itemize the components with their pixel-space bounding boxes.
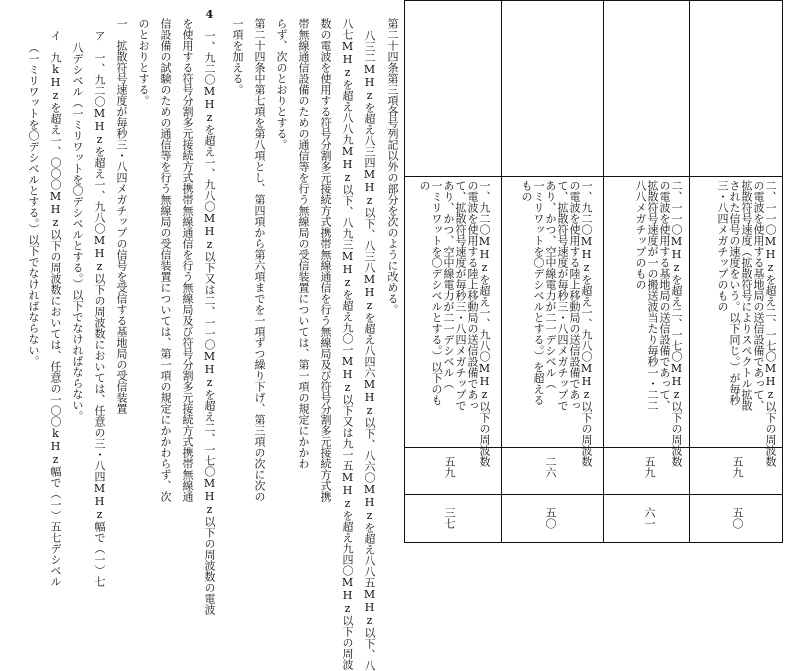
spec-table	[404, 0, 783, 543]
table-column-divider	[689, 1, 690, 542]
body-paragraph-16: （一ミリワットを〇デシベルとする。）以下でなければならない。	[27, 42, 40, 367]
table-column-divider	[501, 1, 502, 542]
body-paragraph-7: 一項を加える。	[231, 18, 244, 95]
body-paragraph-3: 数の電波を使用する符号分割多元接続方式携帯無線通信を行う無線局及び符号分割多元接続方式携	[319, 18, 332, 502]
table-cell-desc-1: 二、一一〇MHzを超え二、一七〇MHz以下の周波数 の電波を使用する基地局の送信設備であって、 拡散符号速度（拡散符号によりスペクトル拡散 された信号の速度をいう。以下同じ。）が毎秒 三・八四メガチップのもの	[716, 180, 777, 467]
body-heading: 第二十四条第三項各号列記以外の部分を次のように改める。	[386, 18, 399, 315]
table-cell-value: 五九	[643, 456, 656, 478]
body-paragraph-4: 帯無線通信設備のための通信等を行う無線局の受信装置については、第一項の規定にかかわ	[297, 18, 310, 469]
table-cell-value: 五〇	[544, 507, 557, 529]
table-cell-value: 六一	[643, 507, 656, 529]
body-paragraph-14: 八デシベル（一ミリワットを〇デシベルとする。）以下でなければならない。	[71, 42, 84, 422]
table-header-top-border	[405, 176, 782, 177]
table-cell-value: 五九	[443, 456, 456, 478]
table-cell-value: 二六	[544, 456, 557, 478]
body-paragraph-9: を使用する符号分割多元接続方式携帯無線通信を行う無線局及び符号分割多元接続方式携帯無線通	[181, 18, 194, 502]
body-paragraph-12: 一 拡散符号速度が毎秒三・八四メガチップの信号を受信する基地局の受信装置	[115, 18, 128, 414]
table-cell-desc-4: 一、九二〇MHzを超え一、九八〇MHz以下の周波数 の電波を使用する陸上移動局の送信設備であっ て、拡散符号速度が毎秒三・八四メガチップで あり、かつ、空中線電力が二一デシベル（ 一ミリワットを〇デシベルとする。）以下のも の	[418, 180, 491, 467]
body-paragraph-1: 八三二MHzを超え八三四MHz以下、八三八MHzを超え八四六MHz以下、八六〇MHzを超え八八五MHz以下、八	[363, 30, 376, 671]
table-cell-value: 三七	[443, 507, 456, 529]
body-paragraph-5: らず、次のとおりとする。	[275, 18, 288, 150]
body-paragraph-11: のとおりとする。	[137, 18, 150, 106]
body-paragraph-13: ア 一、九二〇MHzを超え一、九八〇MHz以下の周波数においては、任意の三・八四MHz幅で（一）七	[93, 30, 106, 587]
body-paragraph-2: 八七MHzを超え八八九MHz以下、八九三MHzを超え九〇一MHz以下又は九一五MHzを超え九四〇MHz以下の周波	[341, 18, 354, 670]
table-cell-desc-2: 二、一一〇MHzを超え二、一七〇MHz以下の周波数 の電波を使用する基地局の送信設備であって、 拡散符号速度が一の搬送波当たり毎秒一・二二 八八メガチップのもの	[634, 180, 683, 467]
table-row-divider	[405, 494, 782, 495]
table-cell-value: 五〇	[731, 507, 744, 529]
body-paragraph-15: イ 九kHzを超え一、〇〇〇MHz以下の周波数においては、任意の一〇〇kHz幅で（一）五七デシベル	[49, 30, 62, 587]
paragraph-number: 4	[203, 8, 216, 21]
table-column-divider	[603, 1, 604, 542]
body-paragraph-6: 第二十四条中第七項を第八項とし、第四項から第六項までを一項ずつ繰り下げ、第三項の次に次の	[253, 18, 266, 502]
body-paragraph-8: 一、九二〇MHzを超え一、九八〇MHz以下又は二、一一〇MHzを超え二、一七〇MHz以下の周波数の電波	[203, 30, 216, 615]
table-cell-desc-3: 一、九二〇MHzを超え一、九八〇MHz以下の周波数 の電波を使用する陸上移動局の送信設備であっ て、拡散符号速度が毎秒三・八四メガチップで あり、かつ、空中線電力が二一デシベル（ 一ミリワットを〇デシベルとする。）を超える もの	[520, 180, 593, 467]
table-cell-value: 五九	[731, 456, 744, 478]
body-paragraph-10: 信設備の試験のための通信等を行う無線局の受信装置については、第一項の規定にかかわらず、次	[159, 18, 172, 502]
